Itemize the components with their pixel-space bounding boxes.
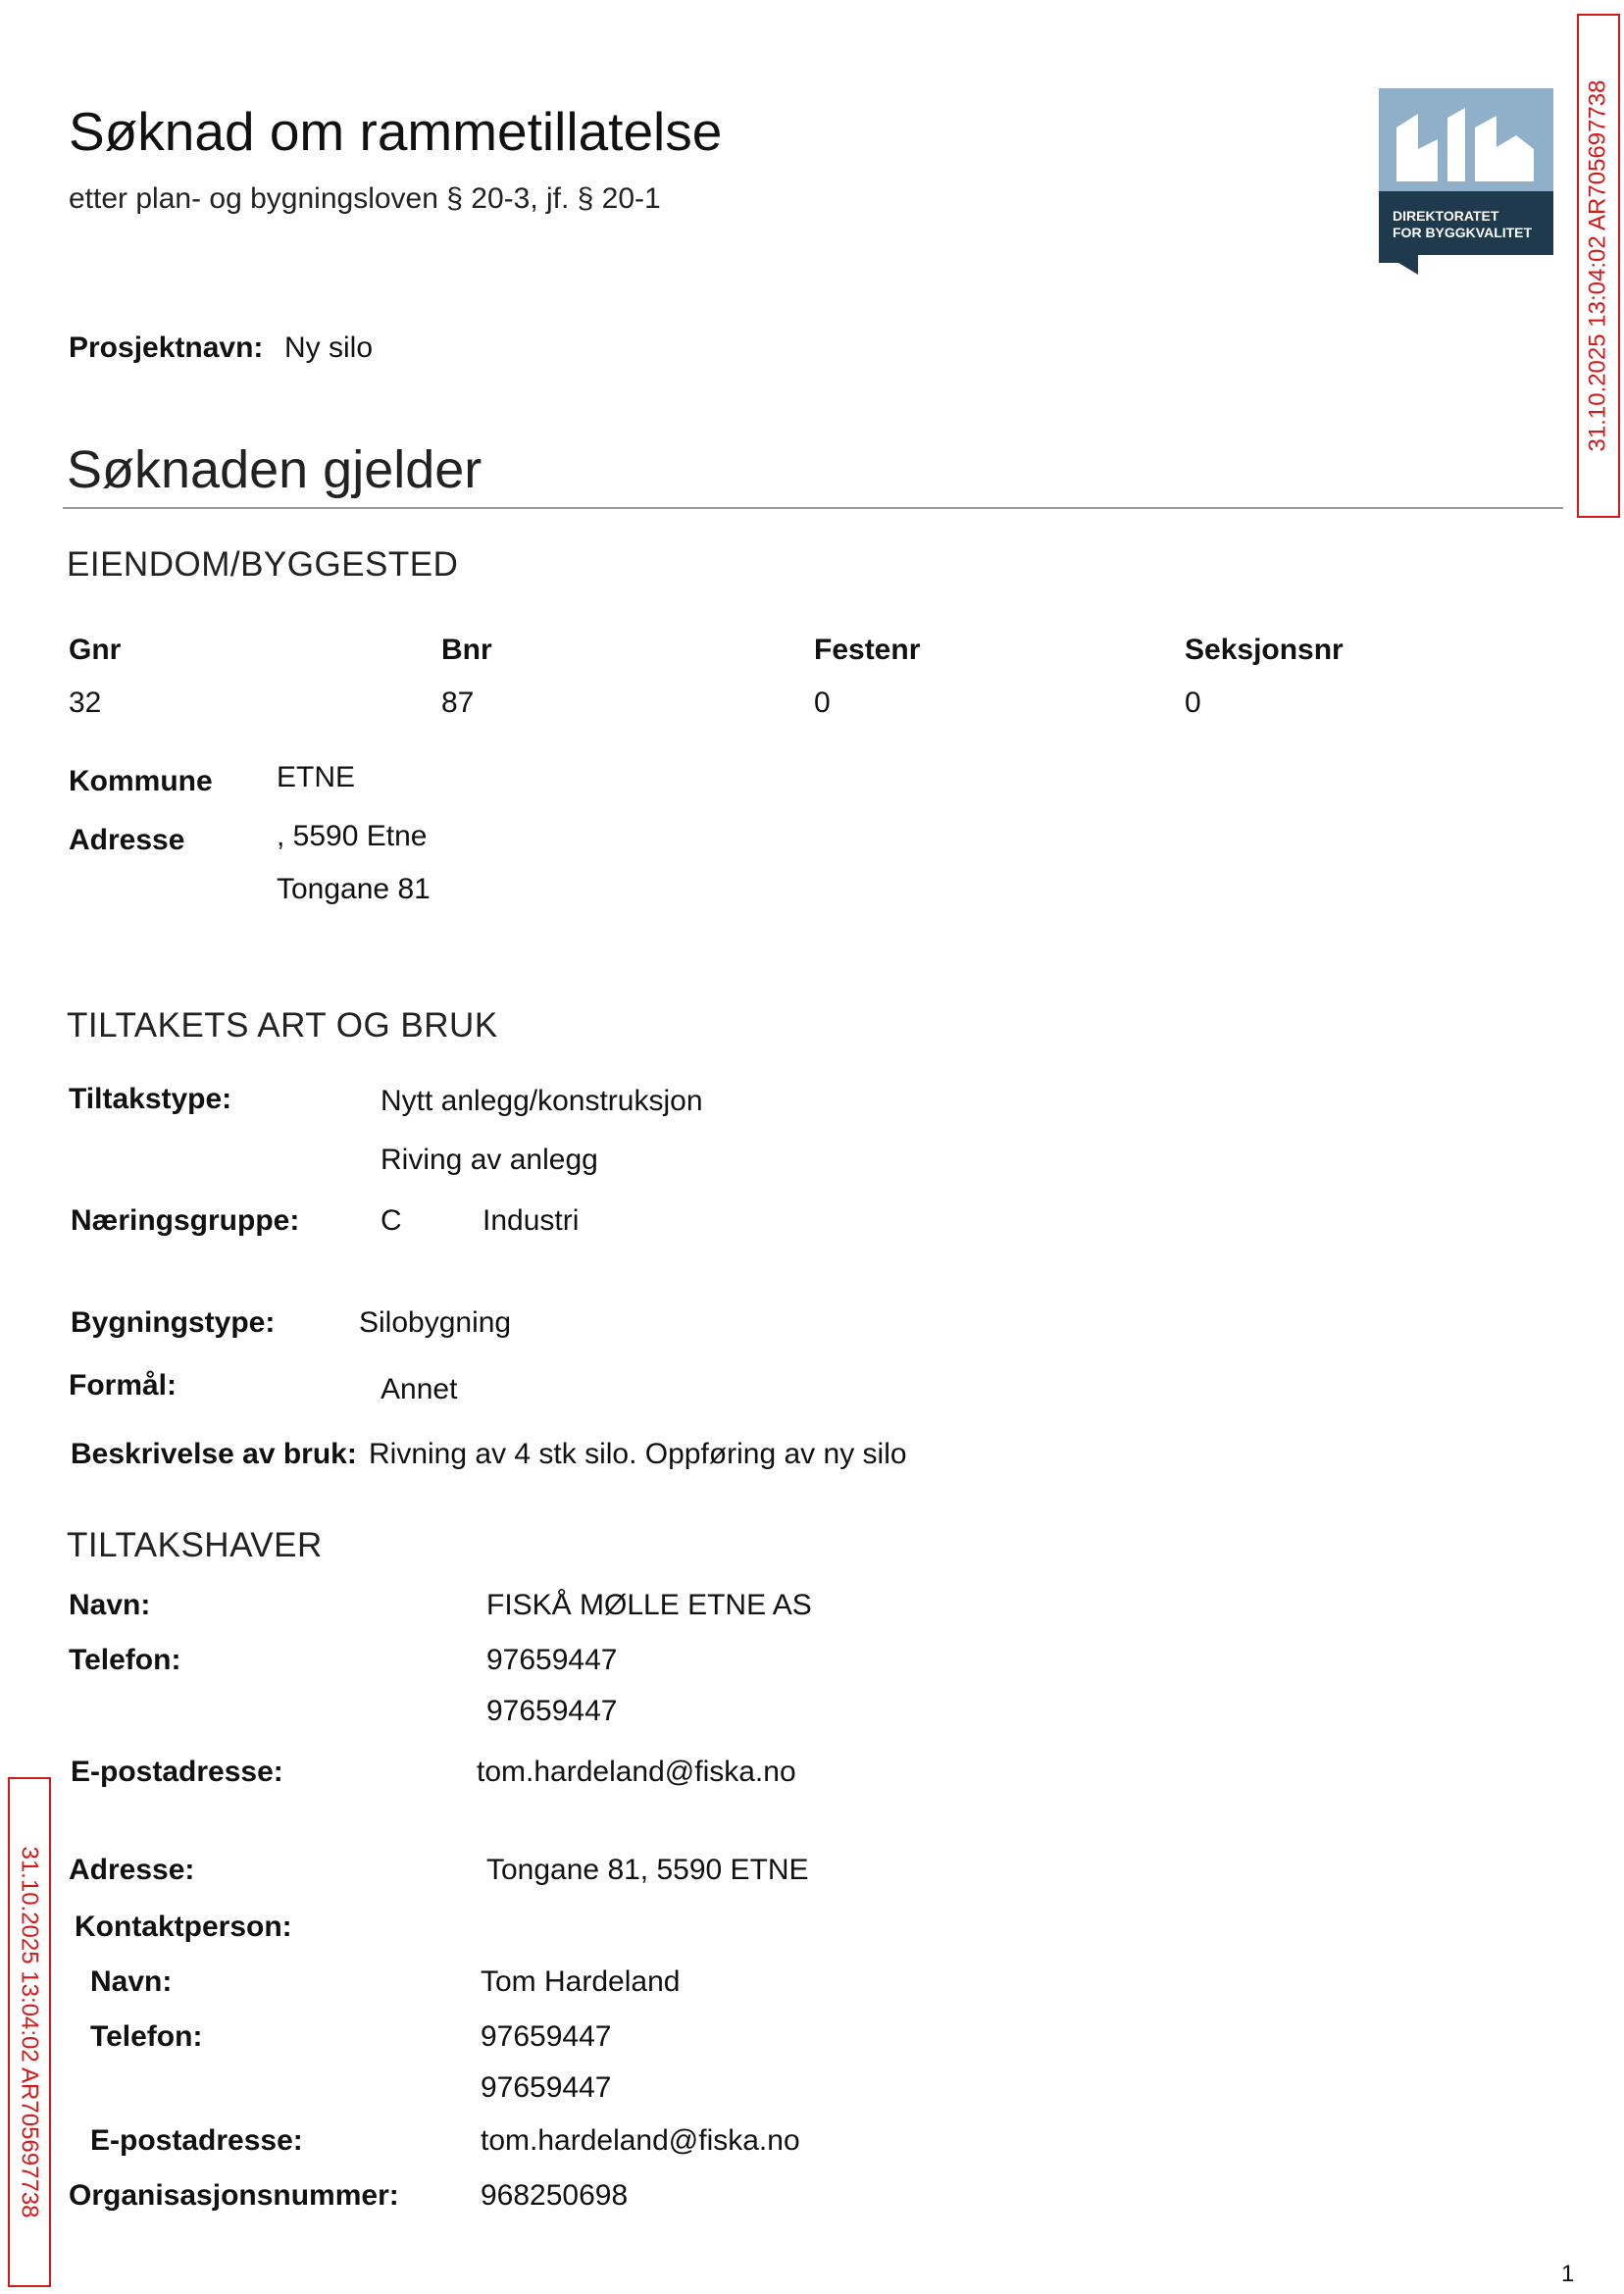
project-name-value: Ny silo — [284, 331, 374, 364]
property-heading: EIENDOM/BYGGESTED — [67, 545, 459, 584]
date-stamp-bottom-text: 31.10.2025 13:04:02 AR705697738 — [17, 1846, 43, 2218]
tiltakshaver-heading: TILTAKSHAVER — [67, 1526, 323, 1564]
kontakt-telefon-value-1: 97659447 — [481, 2020, 612, 2053]
tiltak-heading: TILTAKETS ART OG BRUK — [67, 1006, 498, 1045]
tiltakshaver-telefon-label: Telefon: — [69, 1644, 181, 1676]
festenr-label: Festenr — [814, 634, 921, 666]
tiltakshaver-navn-label: Navn: — [69, 1589, 151, 1621]
bygningstype-value: Silobygning — [359, 1306, 512, 1339]
dibk-logo — [1379, 88, 1553, 275]
kontakt-epost-value: tom.hardeland@fiska.no — [481, 2124, 800, 2157]
logo-text-line1: DIREKTORATET — [1393, 208, 1499, 224]
tiltakstype-value-2: Riving av anlegg — [381, 1144, 598, 1176]
tiltakshaver-telefon-value-2: 97659447 — [486, 1695, 618, 1727]
kontakt-epost-label: E-postadresse: — [90, 2124, 303, 2157]
formal-label: Formål: — [69, 1369, 178, 1402]
adresse-line2: Tongane 81 — [277, 873, 431, 905]
logo-icon — [1379, 88, 1553, 275]
document-title: Søknad om rammetillatelse — [69, 101, 723, 162]
section-divider — [63, 507, 1563, 509]
section-title: Søknaden gjelder — [67, 440, 482, 499]
beskrivelse-label: Beskrivelse av bruk: — [71, 1438, 357, 1470]
adresse-label: Adresse — [69, 824, 185, 856]
tiltakstype-value-1: Nytt anlegg/konstruksjon — [381, 1085, 703, 1117]
festenr-value: 0 — [814, 687, 831, 719]
project-name-label: Prosjektnavn: — [69, 331, 264, 364]
kontakt-navn-label: Navn: — [90, 1965, 173, 1998]
adresse-line1: , 5590 Etne — [277, 820, 428, 852]
bnr-label: Bnr — [441, 634, 492, 666]
bygningstype-label: Bygningstype: — [71, 1306, 276, 1339]
tiltakshaver-epost-label: E-postadresse: — [71, 1756, 283, 1788]
organisasjonsnummer-value: 968250698 — [481, 2179, 629, 2212]
bnr-value: 87 — [441, 687, 475, 719]
seksjonsnr-value: 0 — [1185, 687, 1201, 719]
gnr-label: Gnr — [69, 634, 122, 666]
document-subtitle: etter plan- og bygningsloven § 20-3, jf. § 20-1 — [69, 182, 661, 215]
tiltakshaver-adresse-label: Adresse: — [69, 1854, 195, 1886]
page-number: 1 — [1561, 2261, 1575, 2287]
logo-text-line2: FOR BYGGKVALITET — [1393, 225, 1533, 240]
naeringsgruppe-label: Næringsgruppe: — [71, 1204, 300, 1237]
date-stamp-top — [1577, 14, 1620, 518]
kontaktperson-label: Kontaktperson: — [75, 1911, 292, 1943]
tiltakshaver-telefon-value-1: 97659447 — [486, 1644, 618, 1676]
formal-value: Annet — [381, 1373, 458, 1405]
tiltakshaver-adresse-value: Tongane 81, 5590 ETNE — [486, 1854, 809, 1886]
kommune-label: Kommune — [69, 765, 213, 797]
organisasjonsnummer-label: Organisasjonsnummer: — [69, 2179, 399, 2212]
date-stamp-bottom — [8, 1777, 51, 2287]
kontakt-telefon-label: Telefon: — [90, 2020, 203, 2053]
naeringsgruppe-code: C — [381, 1204, 402, 1237]
beskrivelse-value: Rivning av 4 stk silo. Oppføring av ny silo — [369, 1438, 907, 1470]
tiltakshaver-navn-value: FISKÅ MØLLE ETNE AS — [486, 1589, 812, 1621]
gnr-value: 32 — [69, 687, 102, 719]
date-stamp-top-text: 31.10.2025 13:04:02 AR705697738 — [1585, 79, 1611, 452]
tiltakshaver-epost-value: tom.hardeland@fiska.no — [477, 1756, 796, 1788]
kommune-value: ETNE — [277, 761, 356, 793]
kontakt-navn-value: Tom Hardeland — [481, 1965, 681, 1998]
seksjonsnr-label: Seksjonsnr — [1185, 634, 1344, 666]
kontakt-telefon-value-2: 97659447 — [481, 2071, 612, 2104]
naeringsgruppe-value: Industri — [482, 1204, 580, 1237]
tiltakstype-label: Tiltakstype: — [69, 1083, 232, 1115]
